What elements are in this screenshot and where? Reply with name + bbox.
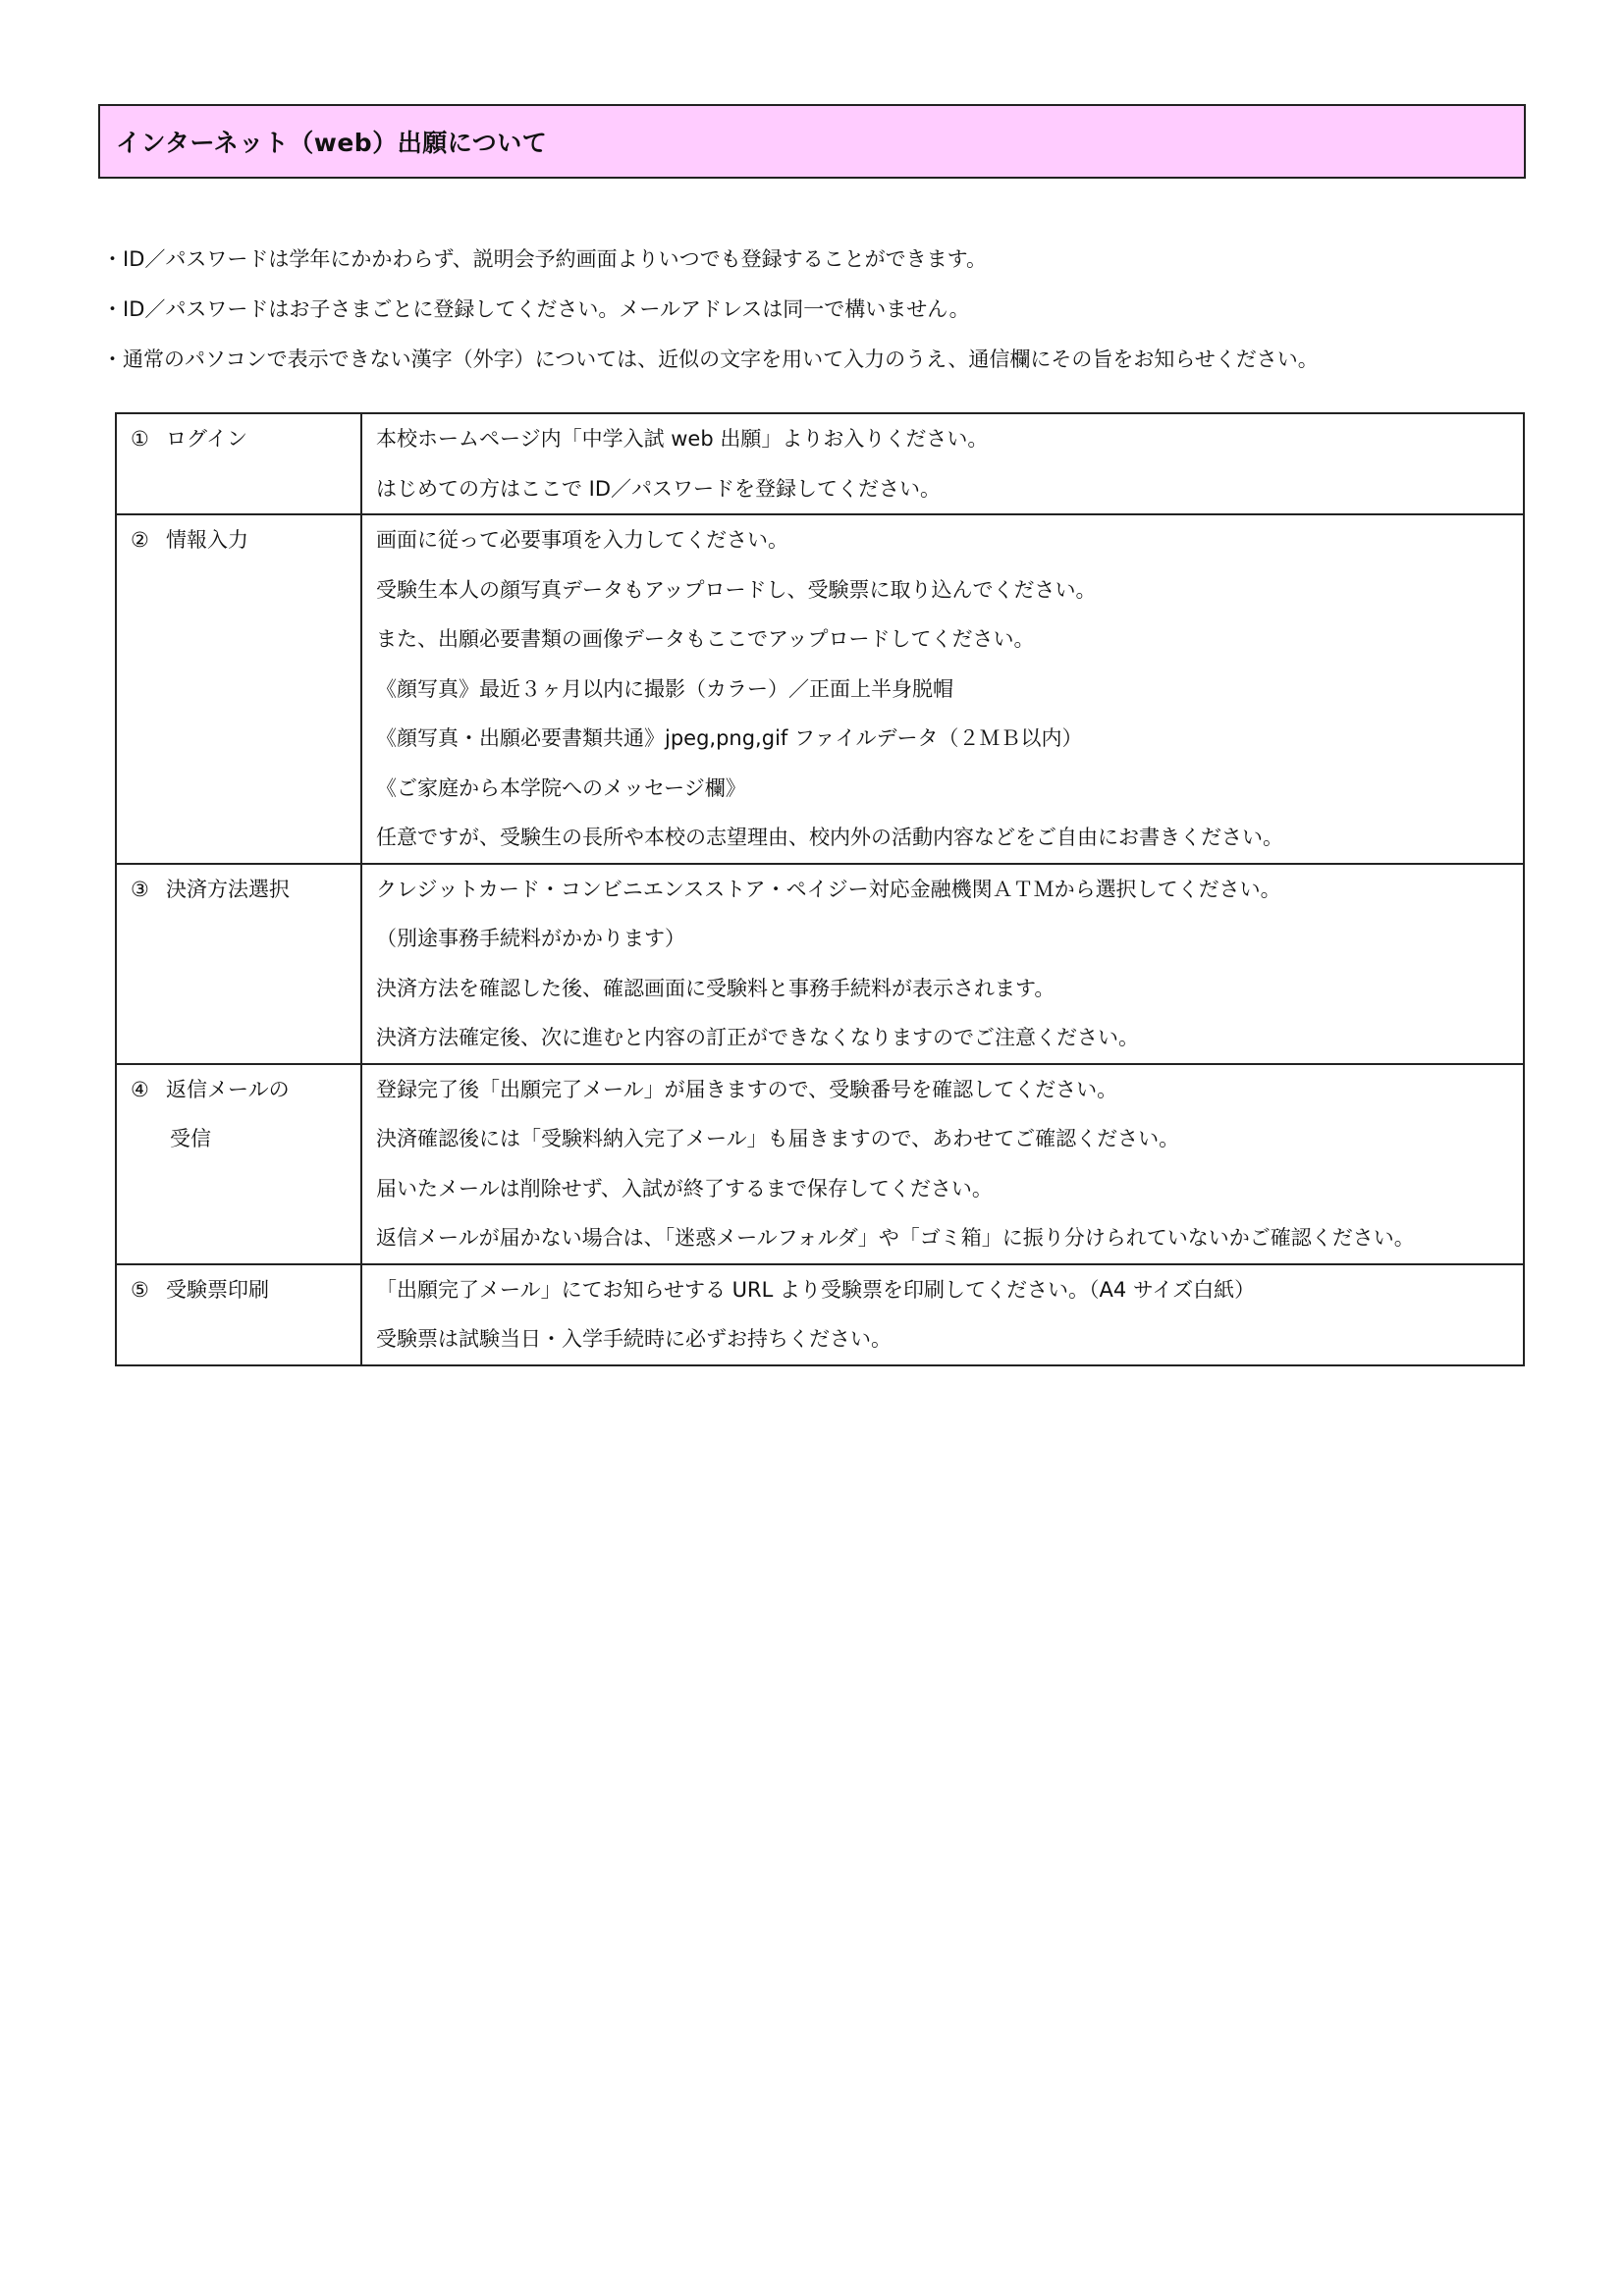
step-label-cell (116, 413, 361, 514)
section-title: インターネット（web）出願について (116, 129, 548, 157)
step-line: 「出願完了メール」にてお知らせする URL より受験票を印刷してください。（A4 サイズ白紙） (376, 1277, 1256, 1302)
step-label-cell (116, 1064, 361, 1264)
step-line: 《顔写真・出願必要書類共通》jpeg,png,gif ファイルデータ（２ＭＢ以内） (376, 726, 1083, 750)
step-line: また、出願必要書類の画像データもここでアップロードしてください。 (376, 627, 1035, 651)
step-label-cell (116, 1264, 361, 1365)
step-line: 届いたメールは削除せず、入試が終了するまで保存してください。 (376, 1176, 993, 1201)
step-line: 登録完了後「出願完了メール」が届きますので、受験番号を確認してください。 (376, 1077, 1118, 1101)
step-row-login (116, 413, 1524, 514)
step-line: 任意ですが、受験生の長所や本校の志望理由、校内外の活動内容などをご自由にお書きください。 (376, 826, 1283, 849)
note-item: ・ID／パスワードはお子さまごとに登録してください。メールアドレスは同一で構いません。 (102, 297, 970, 321)
step-label (131, 1265, 360, 1315)
step-line: 決済確認後には「受験料納入完了メール」も届きますので、あわせてご確認ください。 (376, 1127, 1180, 1150)
step-label-text: 情報入力 (166, 528, 248, 552)
step-line: 受験票は試験当日・入学手続時に必ずお持ちください。 (376, 1327, 892, 1351)
step-row-ticket-print (116, 1264, 1524, 1365)
step-line: 本校ホームページ内「中学入試 web 出願」よりお入りください。 (376, 427, 989, 451)
step-line: 《ご家庭から本学院へのメッセージ欄》 (376, 775, 746, 800)
step-line: 《顔写真》最近３ヶ月以内に撮影（カラー）／正面上半身脱帽 (376, 676, 953, 701)
section-title-box (98, 104, 1526, 179)
step-line: クレジットカード・コンビニエンスストア・ペイジー対応金融機関ＡＴＭから選択してください。 (376, 877, 1281, 901)
step-number: ④ (131, 1077, 149, 1101)
step-row-payment (116, 864, 1524, 1064)
step-number: ③ (131, 877, 149, 901)
step-line: はじめての方はここで ID／パスワードを登録してください。 (376, 476, 942, 501)
step-label-text: ログイン (166, 427, 247, 451)
step-row-info-input (116, 514, 1524, 864)
step-label-text: 受験票印刷 (166, 1277, 269, 1302)
step-line: （別途事務手続料がかかります） (376, 927, 685, 950)
step-label (131, 414, 360, 464)
step-number: ① (131, 427, 149, 451)
step-label-cell (116, 864, 361, 1064)
step-line: 決済方法確定後、次に進むと内容の訂正ができなくなりますのでご注意ください。 (376, 1026, 1139, 1049)
step-label-text: 返信メールの (166, 1077, 290, 1101)
step-label-text: 受信 (170, 1127, 211, 1150)
application-steps-table (115, 412, 1525, 1366)
notes-list (102, 240, 1536, 390)
step-label-text: 決済方法選択 (166, 877, 290, 901)
step-label-continued (131, 1114, 360, 1164)
step-content-cell (361, 1064, 1524, 1264)
step-label (131, 1065, 360, 1115)
step-content-cell (361, 864, 1524, 1064)
step-line: 受験生本人の顔写真データもアップロードし、受験票に取り込んでください。 (376, 577, 1097, 602)
note-item: ・ID／パスワードは学年にかかわらず、説明会予約画面よりいつでも登録することができます。 (102, 247, 987, 271)
step-label (131, 515, 360, 565)
step-line: 返信メールが届かない場合は、「迷惑メールフォルダ」や「ゴミ箱」に振り分けられていないかご確認ください。 (376, 1226, 1415, 1250)
step-content-cell (361, 413, 1524, 514)
step-content-cell (361, 514, 1524, 864)
step-number: ⑤ (131, 1277, 149, 1302)
note-item: ・通常のパソコンで表示できない漢字（外字）については、近似の文字を用いて入力のうえ、通信欄にその旨をお知らせください。 (102, 347, 1319, 371)
step-row-reply-mail (116, 1064, 1524, 1264)
step-content-cell (361, 1264, 1524, 1365)
step-label (131, 865, 360, 915)
step-label-cell (116, 514, 361, 864)
step-line: 画面に従って必要事項を入力してください。 (376, 528, 788, 552)
step-line: 決済方法を確認した後、確認画面に受験料と事務手続料が表示されます。 (376, 976, 1056, 1000)
step-number: ② (131, 528, 149, 552)
